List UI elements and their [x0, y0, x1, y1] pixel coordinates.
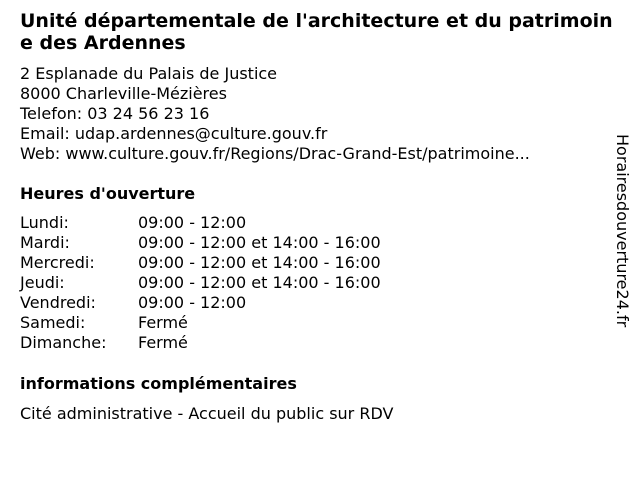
hours-row-tuesday	[20, 233, 381, 253]
email-line: Email: udap.ardennes@culture.gouv.fr	[20, 124, 328, 143]
address-block	[20, 64, 530, 164]
hours-day: Dimanche:	[20, 333, 107, 352]
hours-time: 09:00 - 12:00 et 14:00 - 16:00	[138, 273, 381, 292]
site-watermark: Horairesdouverture24.fr	[613, 134, 632, 328]
hours-row-friday	[20, 293, 381, 313]
page-title: Unité départementale de l'architecture et du patrimoine des Ardennes	[20, 10, 613, 54]
opening-hours-heading: Heures d'ouverture	[20, 184, 196, 203]
hours-day: Lundi:	[20, 213, 69, 232]
phone-line: Telefon: 03 24 56 23 16	[20, 104, 210, 123]
hours-row-monday	[20, 213, 381, 233]
web-line: Web: www.culture.gouv.fr/Regions/Drac-Grand-Est/patrimoine...	[20, 144, 530, 163]
hours-time: 09:00 - 12:00 et 14:00 - 16:00	[138, 253, 381, 272]
hours-row-thursday	[20, 273, 381, 293]
hours-time: Fermé	[138, 333, 188, 352]
hours-time: 09:00 - 12:00	[138, 213, 247, 232]
additional-info-text: Cité administrative - Accueil du public sur RDV	[20, 404, 394, 423]
hours-row-sunday	[20, 333, 381, 353]
additional-info-heading: informations complémentaires	[20, 374, 297, 393]
hours-row-saturday	[20, 313, 381, 333]
hours-day: Samedi:	[20, 313, 86, 332]
hours-row-wednesday	[20, 253, 381, 273]
address-street: 2 Esplanade du Palais de Justice	[20, 64, 278, 83]
hours-time: Fermé	[138, 313, 188, 332]
hours-time: 09:00 - 12:00	[138, 293, 247, 312]
hours-day: Mardi:	[20, 233, 70, 252]
address-city: 8000 Charleville-Mézières	[20, 84, 227, 103]
hours-day: Vendredi:	[20, 293, 96, 312]
hours-time: 09:00 - 12:00 et 14:00 - 16:00	[138, 233, 381, 252]
hours-day: Mercredi:	[20, 253, 95, 272]
opening-hours-table	[20, 213, 381, 353]
hours-day: Jeudi:	[20, 273, 65, 292]
